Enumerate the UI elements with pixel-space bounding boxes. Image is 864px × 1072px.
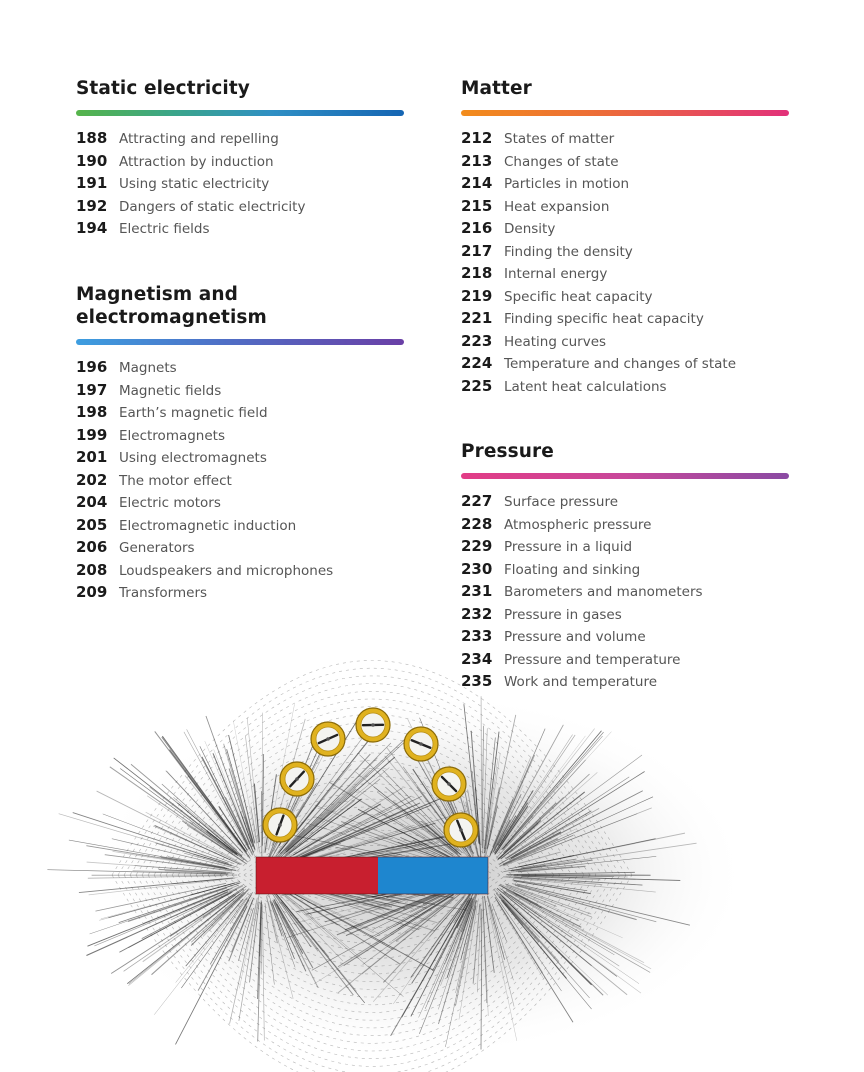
topic-title: Magnetic fields <box>119 382 222 399</box>
toc-item[interactable] <box>461 560 789 583</box>
page-number: 223 <box>461 331 493 350</box>
topic-title: Changes of state <box>504 153 619 170</box>
page-number: 234 <box>461 649 493 668</box>
page-number: 232 <box>461 604 493 623</box>
topic-title: Pressure in gases <box>504 606 622 623</box>
toc-item[interactable] <box>461 152 789 175</box>
topic-title: Density <box>504 221 556 237</box>
toc-item[interactable] <box>76 538 404 561</box>
toc-item[interactable] <box>461 219 789 242</box>
topic-title: Heat expansion <box>504 198 610 215</box>
bar-magnet <box>256 857 488 894</box>
topic-title: Work and temperature <box>504 674 658 690</box>
section-magnetism <box>76 283 404 606</box>
topic-title: Electromagnets <box>119 427 225 444</box>
compass-pivot <box>459 828 463 832</box>
toc-list <box>76 129 404 242</box>
topic-title: Floating and sinking <box>504 561 641 578</box>
page-number: 196 <box>76 358 108 376</box>
topic-title: Barometers and manometers <box>504 584 703 600</box>
page-number: 213 <box>461 151 493 170</box>
page-number: 191 <box>76 174 108 192</box>
section-divider <box>461 473 789 479</box>
compass-icon <box>263 808 297 842</box>
toc-item[interactable] <box>76 561 404 584</box>
page-number: 214 <box>461 174 493 192</box>
topic-title: Pressure in a liquid <box>504 539 633 555</box>
topic-title: Latent heat calculations <box>504 378 667 395</box>
topic-title: Electromagnetic induction <box>119 517 297 534</box>
topic-title: Loudspeakers and microphones <box>119 562 334 579</box>
page-number: 221 <box>461 309 493 327</box>
page-number: 228 <box>461 514 493 533</box>
topic-title: Finding specific heat capacity <box>504 311 704 327</box>
page-number: 216 <box>461 219 493 237</box>
magnet-south-pole <box>378 857 488 894</box>
compass-icon <box>432 767 466 801</box>
section-title: Static electricity <box>76 78 250 99</box>
page-number: 235 <box>461 672 493 690</box>
topic-title: Electric motors <box>119 495 221 511</box>
section-title <box>76 283 404 329</box>
toc-item[interactable] <box>461 129 789 152</box>
section-title: Pressure <box>461 441 554 462</box>
page-number: 233 <box>461 627 493 645</box>
topic-title: Using electromagnets <box>119 450 267 466</box>
page-number: 227 <box>461 492 493 510</box>
toc-item[interactable] <box>461 332 789 355</box>
topic-title: Pressure and temperature <box>504 651 681 668</box>
page-number: 192 <box>76 196 108 215</box>
toc-list <box>76 358 404 606</box>
page-number: 215 <box>461 196 493 215</box>
toc-item[interactable] <box>76 583 404 606</box>
section-static-electricity <box>76 77 404 242</box>
compass-icon <box>280 762 314 796</box>
toc-item[interactable] <box>461 174 789 197</box>
toc-item[interactable] <box>461 264 789 287</box>
topic-title: States of matter <box>504 131 615 147</box>
compass-pivot <box>278 823 282 827</box>
topic-title: Using static electricity <box>119 176 270 192</box>
toc-item[interactable] <box>461 605 789 628</box>
section-divider <box>461 110 789 116</box>
compass-pivot <box>447 782 451 786</box>
topic-title: Magnets <box>119 360 177 376</box>
toc-item[interactable] <box>461 354 789 377</box>
topic-title: Finding the density <box>504 243 633 260</box>
page-number: 219 <box>461 286 493 305</box>
page-number: 225 <box>461 376 493 395</box>
topic-title: Transformers <box>119 585 208 601</box>
toc-item[interactable] <box>76 197 404 220</box>
compass-pivot <box>326 737 330 741</box>
compass-icon <box>404 727 438 761</box>
compass-pivot <box>295 777 299 781</box>
magnet-north-pole <box>256 857 378 894</box>
toc-item[interactable] <box>461 377 789 400</box>
toc-item[interactable] <box>461 582 789 605</box>
toc-item[interactable] <box>461 309 789 332</box>
toc-item[interactable] <box>76 516 404 539</box>
page-number: 205 <box>76 515 108 534</box>
section-matter <box>461 77 789 399</box>
toc-item[interactable] <box>461 242 789 265</box>
topic-title: Specific heat capacity <box>504 288 653 305</box>
toc-item[interactable] <box>76 152 404 175</box>
section-title-line: Magnetism and <box>76 284 238 305</box>
page-number: 230 <box>461 559 493 578</box>
page-number: 231 <box>461 582 493 600</box>
topic-title: Attracting and repelling <box>119 131 279 147</box>
page-number: 202 <box>76 470 108 489</box>
topic-title: Internal energy <box>504 266 608 282</box>
toc-item[interactable] <box>76 471 404 494</box>
page-number: 212 <box>461 129 493 147</box>
toc-item[interactable] <box>76 219 404 242</box>
topic-title: Particles in motion <box>504 176 630 192</box>
section-divider <box>76 339 404 345</box>
toc-item[interactable] <box>461 287 789 310</box>
topic-title: Electric fields <box>119 221 210 237</box>
toc-item[interactable] <box>461 515 789 538</box>
topic-title: The motor effect <box>119 472 232 489</box>
topic-title: Atmospheric pressure <box>504 516 652 533</box>
page-number: 229 <box>461 537 493 555</box>
section-title: Matter <box>461 78 532 99</box>
page-number: 188 <box>76 129 108 147</box>
topic-title: Earth’s magnetic field <box>119 405 268 421</box>
toc-item[interactable] <box>461 492 789 515</box>
toc-item[interactable] <box>76 129 404 152</box>
toc-item[interactable] <box>76 448 404 471</box>
toc-item[interactable] <box>76 493 404 516</box>
page-number: 218 <box>461 264 493 282</box>
topic-title: Generators <box>119 540 195 556</box>
topic-title: Heating curves <box>504 333 607 350</box>
toc-item[interactable] <box>461 537 789 560</box>
compass-icon <box>444 813 478 847</box>
page-number: 206 <box>76 538 108 556</box>
toc-item[interactable] <box>76 381 404 404</box>
toc-item[interactable] <box>461 197 789 220</box>
page-number: 198 <box>76 403 108 421</box>
toc-item[interactable] <box>76 426 404 449</box>
toc-item[interactable] <box>76 403 404 426</box>
topic-title: Pressure and volume <box>504 629 646 645</box>
topic-title: Attraction by induction <box>119 153 274 170</box>
page-number: 209 <box>76 583 108 601</box>
page-number: 199 <box>76 425 108 444</box>
compass-pivot <box>371 723 375 727</box>
topic-title: Temperature and changes of state <box>504 356 737 372</box>
page-number: 208 <box>76 560 108 579</box>
section-divider <box>76 110 404 116</box>
page-number: 224 <box>461 354 493 372</box>
compass-icon <box>356 708 390 742</box>
page-number: 204 <box>76 493 108 511</box>
page-number: 197 <box>76 380 108 399</box>
page-number: 217 <box>461 241 493 260</box>
topic-title: Surface pressure <box>504 494 619 510</box>
section-title-line: electromagnetism <box>76 307 267 328</box>
topic-title: Dangers of static electricity <box>119 198 306 215</box>
page-number: 201 <box>76 448 108 466</box>
magnet-illustration <box>0 640 864 1072</box>
page-number: 194 <box>76 219 108 237</box>
toc-list <box>461 129 789 399</box>
compass-pivot <box>419 742 423 746</box>
page-number: 190 <box>76 151 108 170</box>
toc-item[interactable] <box>76 174 404 197</box>
toc-item[interactable] <box>76 358 404 381</box>
compass-icon <box>311 722 345 756</box>
